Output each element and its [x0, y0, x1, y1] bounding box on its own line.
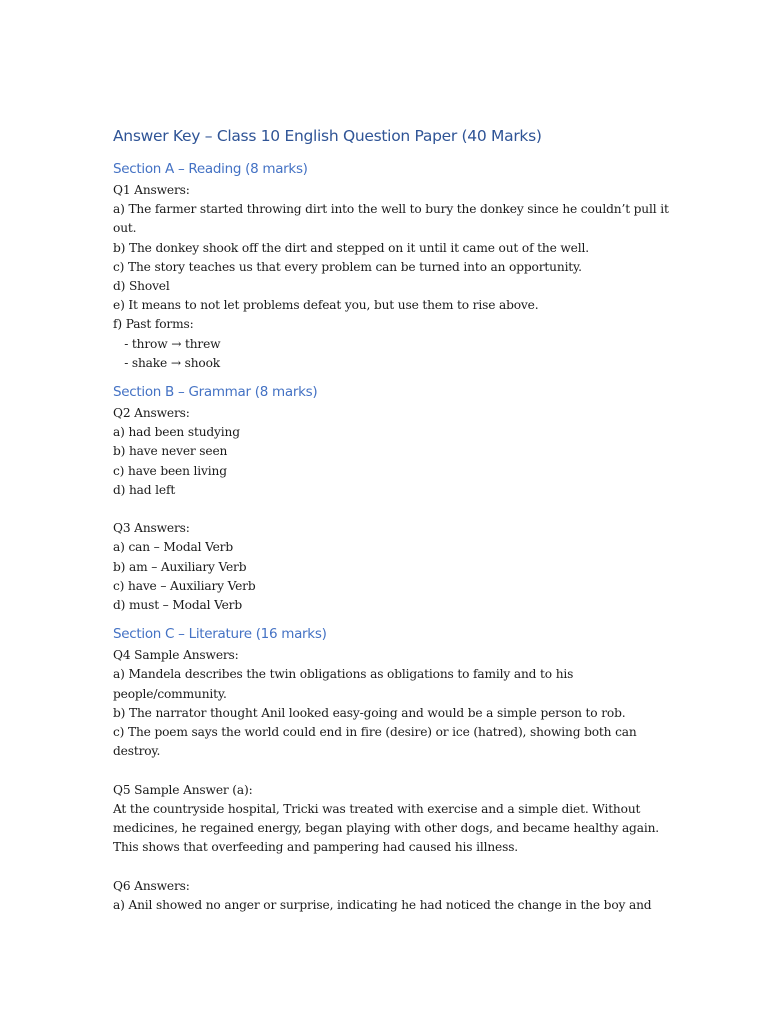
text-line: Q6 Answers:	[113, 878, 190, 893]
text-line: d) Shovel	[113, 279, 170, 294]
section-b-heading: Section B – Grammar (8 marks)	[113, 384, 318, 401]
document-title: Answer Key – Class 10 English Question Paper (40 Marks)	[113, 127, 542, 145]
text-line: out.	[113, 221, 137, 236]
text-line: c) have been living	[113, 463, 227, 478]
text-line: Q1 Answers:	[113, 183, 190, 197]
text-line: This shows that overfeeding and pampering had caused his illness.	[113, 840, 519, 855]
text-line: c) The poem says the world could end in fire (desire) or ice (hatred), showing both can	[113, 725, 637, 740]
text-line: d) must – Modal Verb	[113, 598, 243, 613]
document-content	[113, 122, 673, 915]
section-b-body	[113, 404, 673, 615]
text-line: a) The farmer started throwing dirt into the well to bury the donkey since he couldn’t pull it	[113, 202, 669, 217]
text-line: b) have never seen	[113, 444, 228, 459]
text-line: c) The story teaches us that every problem can be turned into an opportunity.	[113, 259, 582, 274]
text-line: Q2 Answers:	[113, 406, 190, 421]
section-c-heading: Section C – Literature (16 marks)	[113, 626, 327, 643]
blank-line	[113, 761, 673, 780]
text-line: Q3 Answers:	[113, 521, 190, 536]
blank-line	[113, 857, 673, 876]
section-c-body	[113, 646, 673, 915]
text-line: Q4 Sample Answers:	[113, 648, 239, 663]
text-line: a) can – Modal Verb	[113, 540, 234, 555]
spacer	[113, 373, 673, 382]
text-line: a) Mandela describes the twin obligations as obligations to family and to his	[113, 667, 574, 682]
text-line: f) Past forms:	[113, 317, 194, 332]
text-line: - throw → threw	[113, 336, 221, 351]
text-line: a) had been studying	[113, 425, 240, 440]
text-line: - shake → shook	[113, 355, 221, 370]
text-line: b) The donkey shook off the dirt and stepped on it until it came out of the well.	[113, 240, 589, 255]
spacer	[113, 615, 673, 624]
text-line: e) It means to not let problems defeat you, but use them to rise above.	[113, 298, 539, 313]
text-line: b) The narrator thought Anil looked easy-going and would be a simple person to rob.	[113, 705, 626, 720]
text-line: people/community.	[113, 686, 227, 701]
text-line: c) have – Auxiliary Verb	[113, 578, 256, 593]
text-line: Q5 Sample Answer (a):	[113, 782, 253, 797]
section-a-body	[113, 181, 673, 373]
text-line: d) had left	[113, 482, 176, 497]
text-line: a) Anil showed no anger or surprise, indicating he had noticed the change in the boy and	[113, 897, 652, 912]
text-line: medicines, he regained energy, began playing with other dogs, and became healthy again.	[113, 821, 659, 836]
text-line: destroy.	[113, 744, 161, 759]
text-line: At the countryside hospital, Tricki was treated with exercise and a simple diet. Without	[113, 801, 641, 816]
text-line: b) am – Auxiliary Verb	[113, 559, 247, 574]
section-a-heading: Section A – Reading (8 marks)	[113, 161, 308, 177]
blank-line	[113, 500, 673, 519]
